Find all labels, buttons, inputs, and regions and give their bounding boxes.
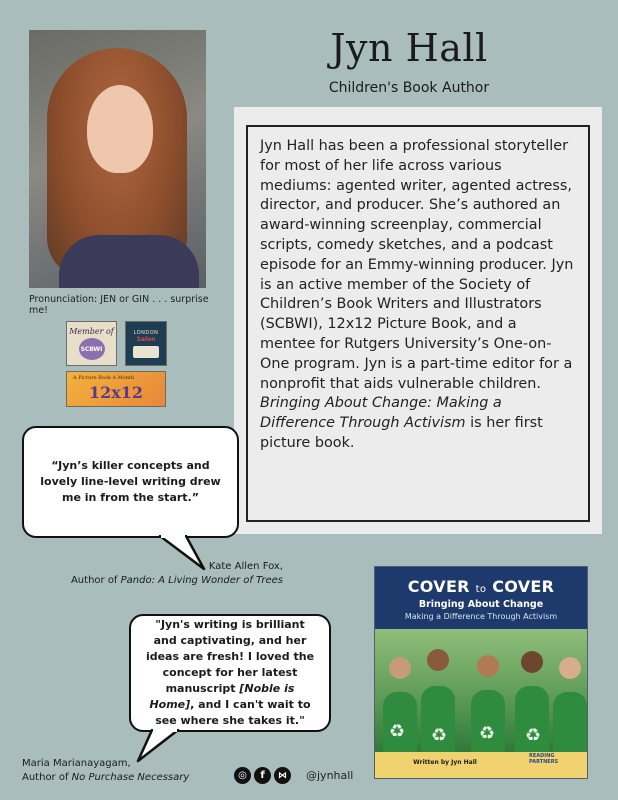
social-links bbox=[234, 767, 353, 784]
testimonial-bubble-2 bbox=[129, 614, 331, 732]
testimonial-quote-2-end: , and I can't wait to see where she takes it." bbox=[155, 698, 311, 727]
testimonial-author-prefix-1: Author of bbox=[70, 575, 121, 586]
testimonial-author-2 bbox=[22, 757, 222, 785]
scbwi-member-text: Member of bbox=[69, 327, 114, 336]
facebook-icon[interactable]: f bbox=[254, 767, 271, 784]
salon-name: Salon bbox=[136, 335, 156, 343]
testimonial-quote-2-title: [Noble is Home] bbox=[149, 682, 295, 711]
author-subtitle: Children's Book Author bbox=[328, 80, 490, 96]
recycle-icon: ♻ bbox=[525, 725, 542, 746]
author-name: Jyn Hall bbox=[330, 26, 488, 70]
bio-text bbox=[260, 137, 576, 454]
book-cover bbox=[374, 566, 588, 779]
recycle-icon: ♻ bbox=[431, 725, 448, 746]
book-byline: Written by Jyn Hall bbox=[413, 759, 477, 766]
bio-panel bbox=[234, 107, 602, 534]
publisher-logo: READING PARTNERS bbox=[529, 753, 559, 765]
twelve-by-twelve-badge bbox=[66, 371, 166, 407]
book-title-cover-2: COVER bbox=[492, 577, 555, 596]
twelve-logo: 12x12 bbox=[88, 382, 144, 402]
salon-top-text: LONDON bbox=[133, 329, 159, 336]
testimonial-quote-2 bbox=[143, 617, 317, 729]
bio-body: Jyn Hall has been a professional storyteller for most of her life across various mediums: agented writer, agented actress, director, and producer. She’s authored an award-winning screenplay, commercial scripts, comedy sketches, and a podcast episode for an Emmy-winning producer. Jyn is an active member of the Society of Children’s Book Writers and Illustrators (SCBWI), 12x12 Picture Book, and a mentee for Rutgers University’s One-on-One program. Jyn is a part-time editor for a nonprofit that aids vulnerable children. bbox=[260, 138, 574, 392]
book-title-cover-1: COVER bbox=[407, 577, 470, 596]
book-cover-subtitle-2: Making a Difference Through Activism bbox=[404, 612, 558, 621]
book-cover-illustration bbox=[375, 629, 587, 752]
testimonial-bubble-1 bbox=[22, 426, 239, 538]
instagram-icon[interactable]: ◎ bbox=[234, 767, 251, 784]
scbwi-logo: SCBWI bbox=[79, 338, 105, 360]
testimonial-quote-1: “Jyn’s killer concepts and lovely line-level writing drew me in from the start.” bbox=[40, 459, 221, 504]
bio-end: is her first picture book. bbox=[260, 415, 543, 451]
recycle-icon: ♻ bbox=[389, 721, 406, 742]
book-cover-subtitle: Bringing About Change bbox=[418, 599, 544, 610]
typewriter-icon bbox=[133, 346, 159, 358]
book-title-to: to bbox=[475, 584, 487, 595]
twelve-tagline: A Picture Book A Month bbox=[73, 375, 135, 381]
testimonial-author-book-1: Pando: A Living Wonder of Trees bbox=[120, 575, 283, 586]
testimonial-quote-2-start: "Jyn's writing is brilliant and captivating, and her ideas are fresh! I loved the concept for her latest manuscript bbox=[145, 618, 315, 695]
pronunciation-note: Pronunciation: JEN or GIN . . . surprise me! bbox=[29, 294, 209, 316]
testimonial-author-name-2: Maria Marianayagam, bbox=[22, 758, 131, 769]
bio-book-title: Bringing About Change: Making a Difference Through Activism bbox=[260, 395, 502, 432]
scbwi-member-badge bbox=[66, 321, 117, 366]
testimonial-author-name-1: Kate Allen Fox, bbox=[208, 561, 283, 572]
social-handle[interactable]: @jynhall bbox=[306, 769, 354, 782]
testimonial-author-book-2: No Purchase Necessary bbox=[71, 772, 190, 783]
salon-badge bbox=[125, 321, 167, 366]
testimonial-author-prefix-2: Author of bbox=[22, 772, 72, 783]
book-cover-title bbox=[375, 577, 587, 596]
recycle-icon: ♻ bbox=[479, 723, 496, 744]
bio-frame bbox=[246, 125, 590, 522]
book-cover-header bbox=[375, 567, 587, 629]
bluesky-icon[interactable]: ⋈ bbox=[274, 767, 291, 784]
testimonial-author-1 bbox=[60, 560, 283, 588]
